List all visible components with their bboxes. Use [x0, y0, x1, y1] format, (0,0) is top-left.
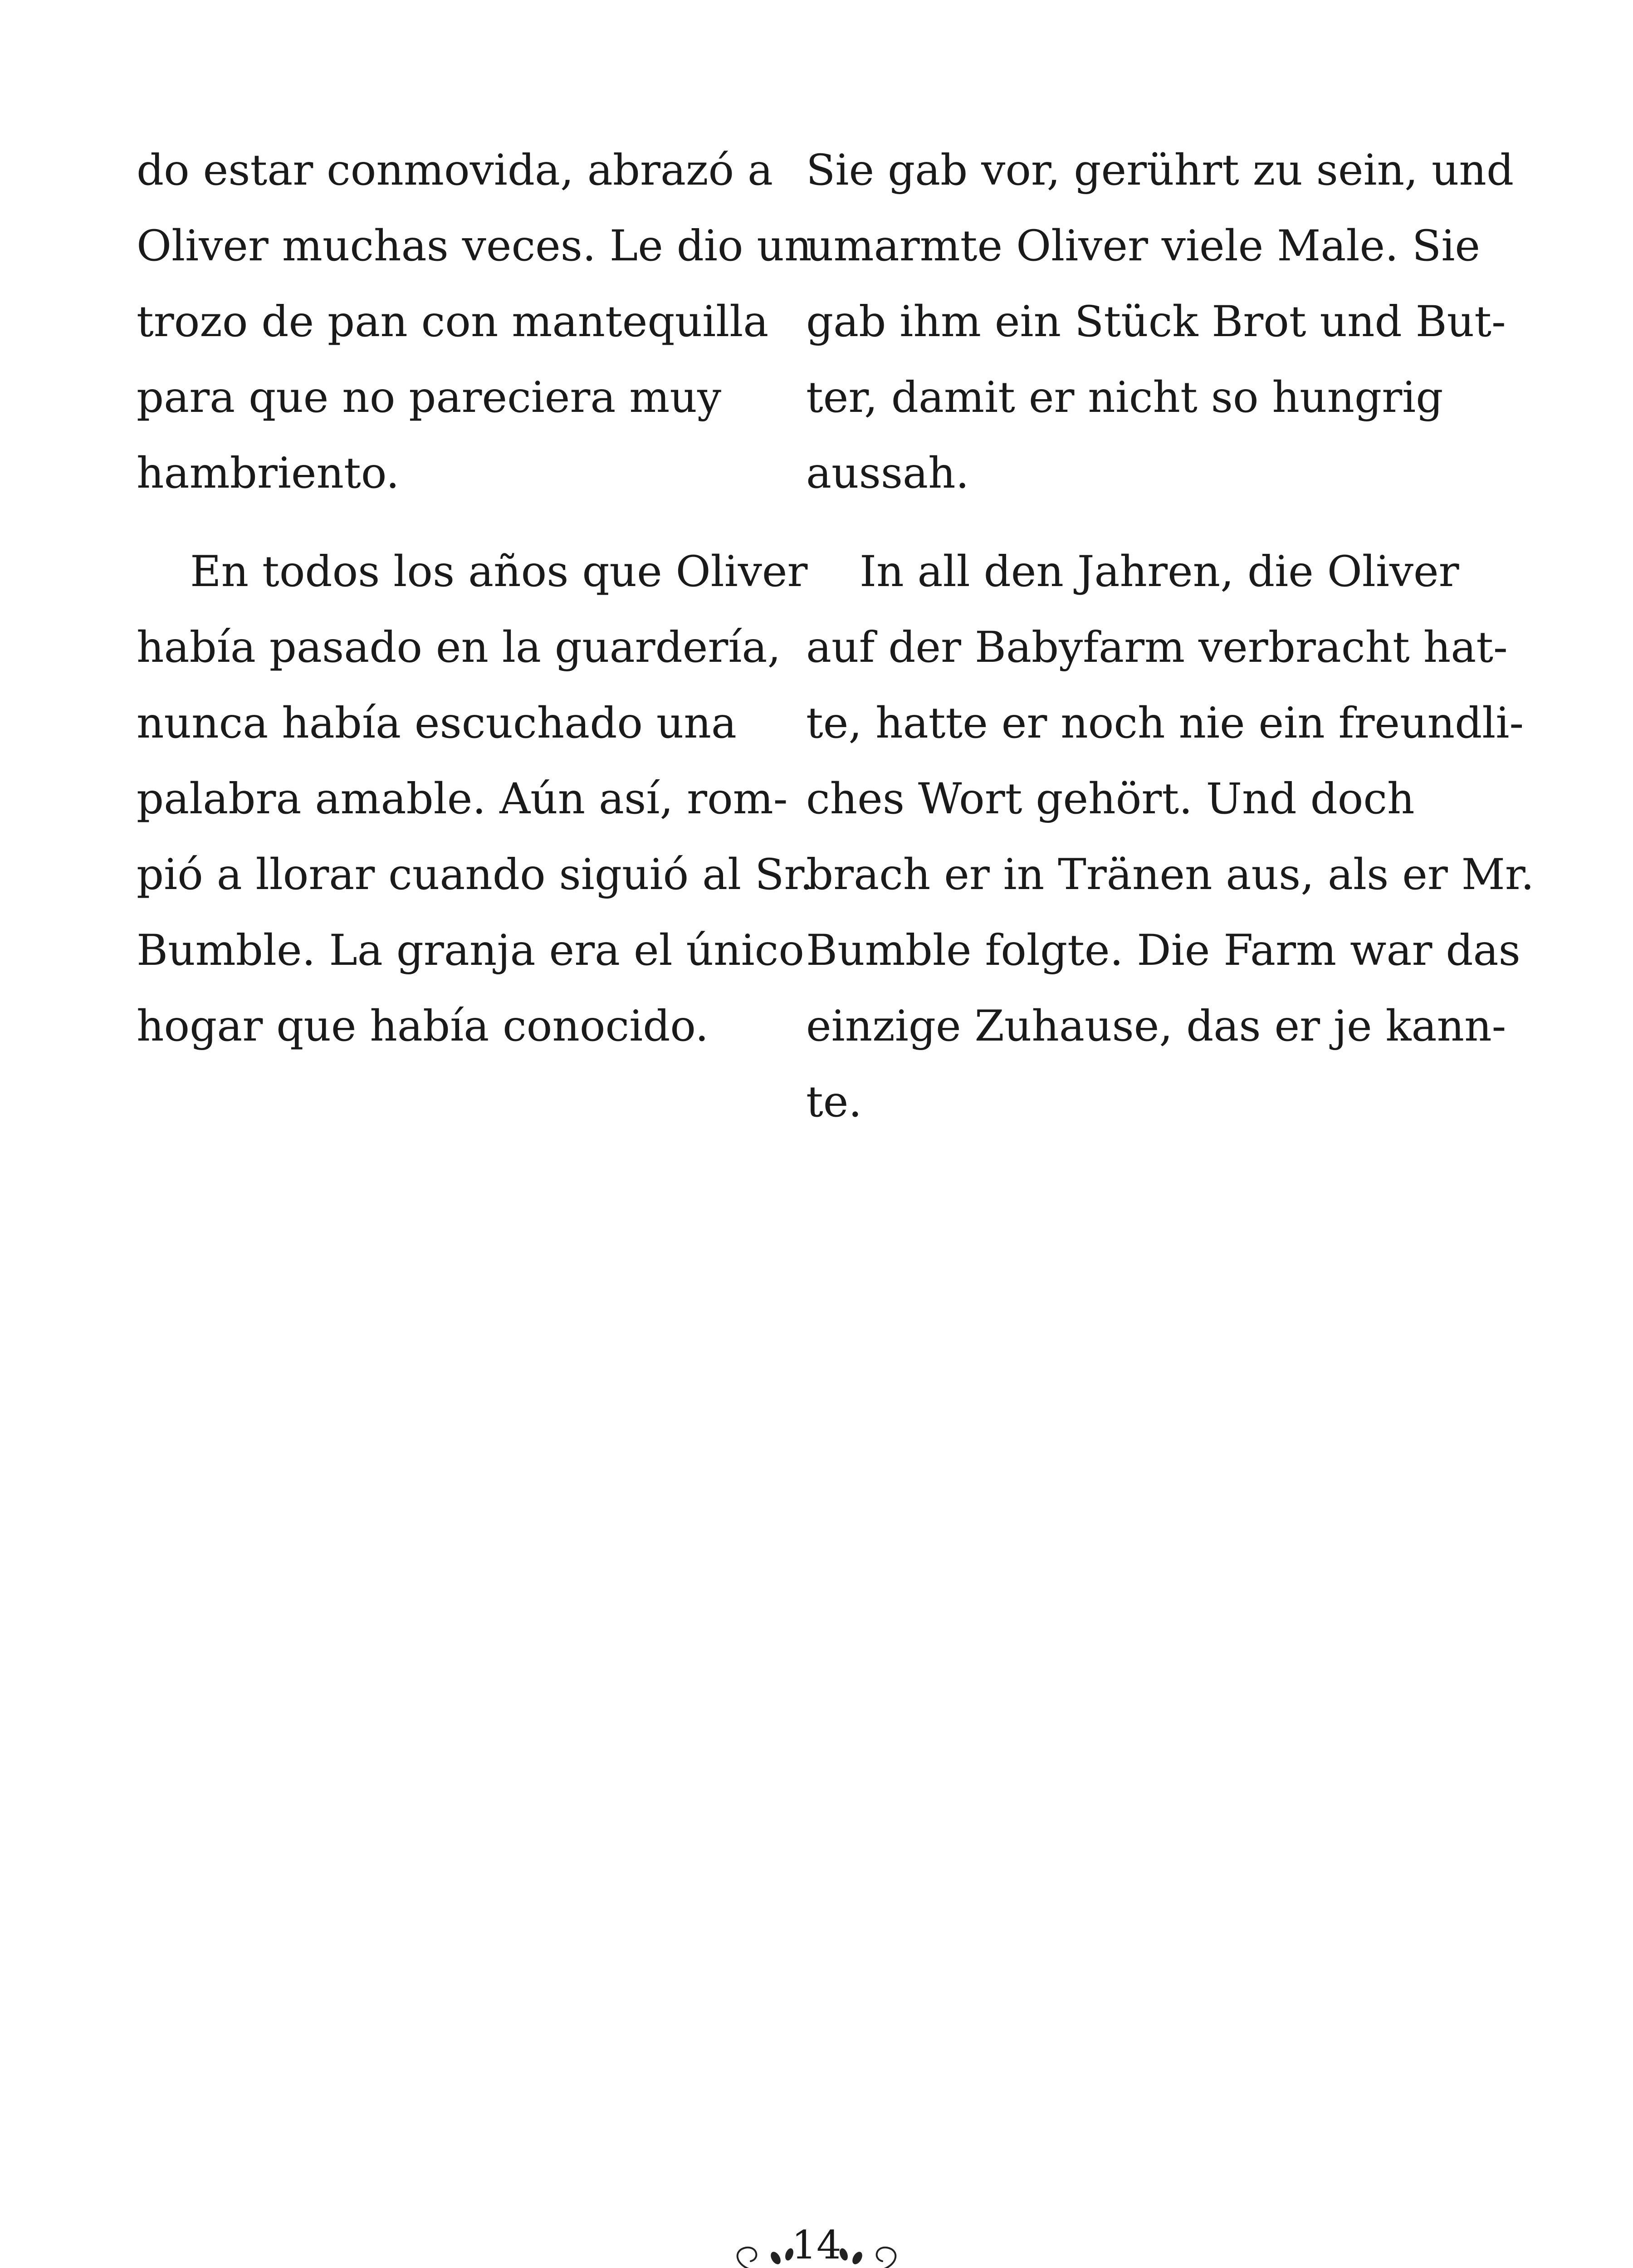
text-line: nunca había escuchado una [137, 699, 737, 748]
text-line: pió a llorar cuando siguió al Sr. [137, 850, 813, 899]
paragraph-gap [137, 511, 781, 534]
text-line: te, hatte er noch nie ein freundli- [806, 699, 1524, 748]
text-line: Sie gab vor, gerührt zu sein, und [806, 146, 1514, 195]
paragraph-gap [806, 511, 1450, 534]
page-footer [721, 2223, 912, 2268]
text-line: hogar que había conocido. [137, 1002, 709, 1051]
text-line: ches Wort gehört. Und doch [806, 774, 1415, 824]
text-line: para que no pareciera muy [137, 373, 722, 422]
text-line: palabra amable. Aún así, rom- [137, 774, 788, 824]
text-line: do estar conmovida, abrazó a [137, 146, 773, 195]
text-line: einzige Zuhause, das er je kann- [806, 1002, 1506, 1051]
text-line: hambriento. [137, 449, 400, 498]
text-line: En todos los años que Oliver [190, 547, 808, 596]
spanish-text-column [137, 132, 813, 1064]
german-text-column [806, 132, 1535, 1140]
text-line: auf der Babyfarm verbracht hat- [806, 623, 1508, 672]
text-line: gab ihm ein Stück Brot und But- [806, 297, 1506, 347]
text-line: umarmte Oliver viele Male. Sie [806, 221, 1481, 271]
text-line: te. [806, 1077, 862, 1127]
text-line: ter, damit er nicht so hungrig [806, 373, 1443, 422]
text-line: Bumble folgte. Die Farm war das [806, 926, 1521, 975]
text-line: aussah. [806, 449, 969, 498]
text-line: trozo de pan con mantequilla [137, 297, 769, 347]
text-line: brach er in Tränen aus, als er Mr. [806, 850, 1535, 899]
text-line: In all den Jahren, die Oliver [860, 547, 1459, 596]
text-line: había pasado en la guardería, [137, 623, 781, 672]
text-line: Oliver muchas veces. Le dio un [137, 221, 812, 271]
page-number: 14 [792, 2223, 841, 2268]
text-line: Bumble. La granja era el único [137, 926, 804, 975]
